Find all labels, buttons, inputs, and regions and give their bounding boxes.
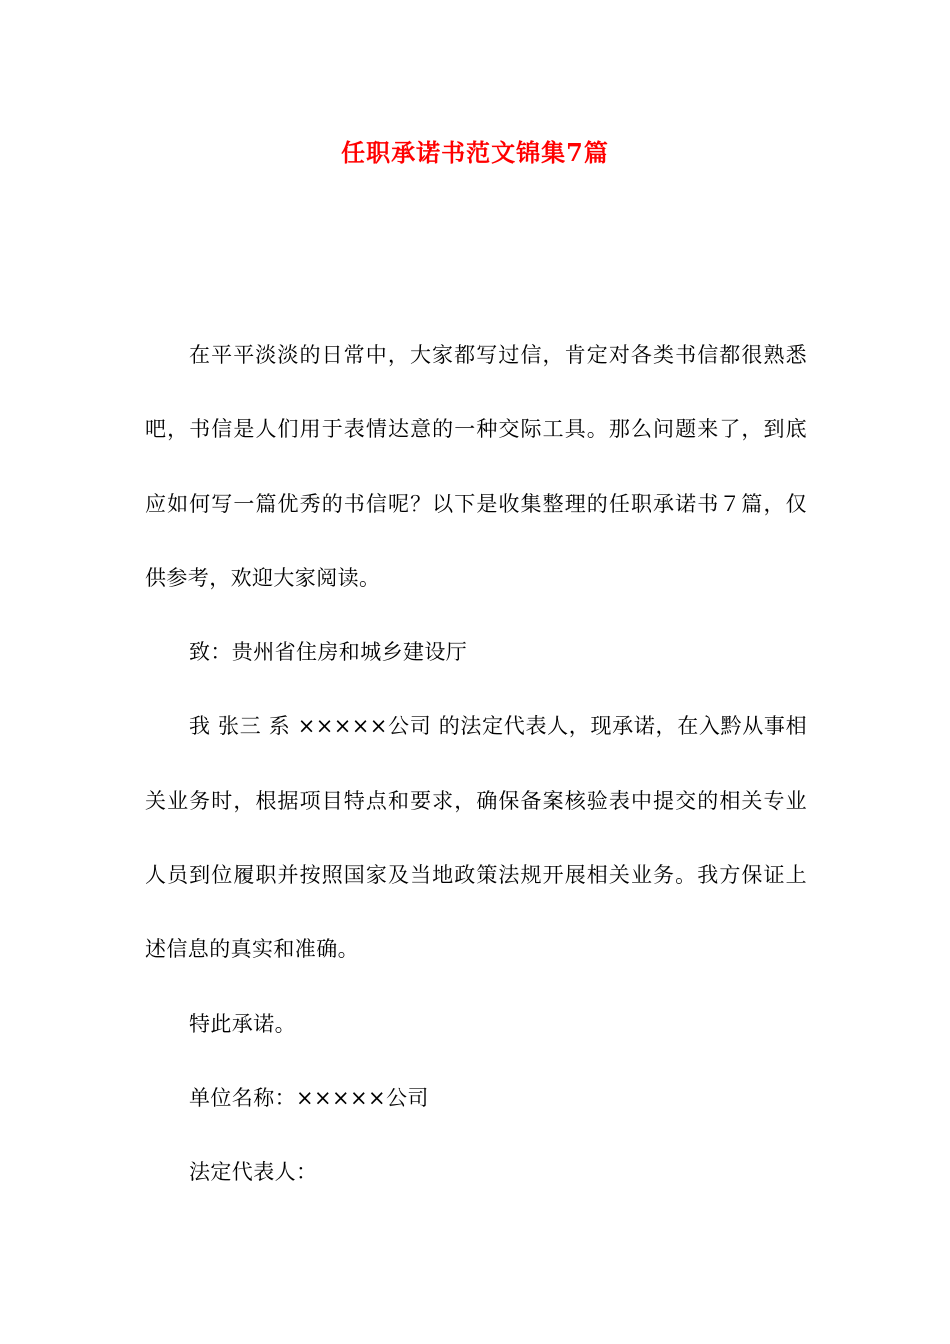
intro-paragraph: 在平平淡淡的日常中，大家都写过信，肯定对各类书信都很熟悉吧，书信是人们用于表情达意的一种交际工具。那么问题来了，到底应如何写一篇优秀的书信呢？以下是收集整理的任职承诺书７篇，仅供参考，欢迎大家阅读。 (145, 343, 807, 590)
closing-line: 特此承诺。 (189, 1011, 296, 1036)
commitment-paragraph: 我 张三 系 ×××××公司 的法定代表人，现承诺，在入黔从事相关业务时，根据项目特点和要求，确保备案核验表中提交的相关专业人员到位履职并按照国家及当地政策法规开展相关业务。我方保证上述信息的真实和准确。 (145, 714, 807, 962)
addressee-line: 致：贵州省住房和城乡建设厅 (189, 640, 468, 665)
legal-representative-line: 法定代表人： (189, 1160, 318, 1185)
document-body (145, 318, 807, 1210)
document-title: 任职承诺书范文锦集7篇 (341, 138, 609, 167)
unit-name-line: 单位名称：×××××公司 (189, 1085, 429, 1110)
